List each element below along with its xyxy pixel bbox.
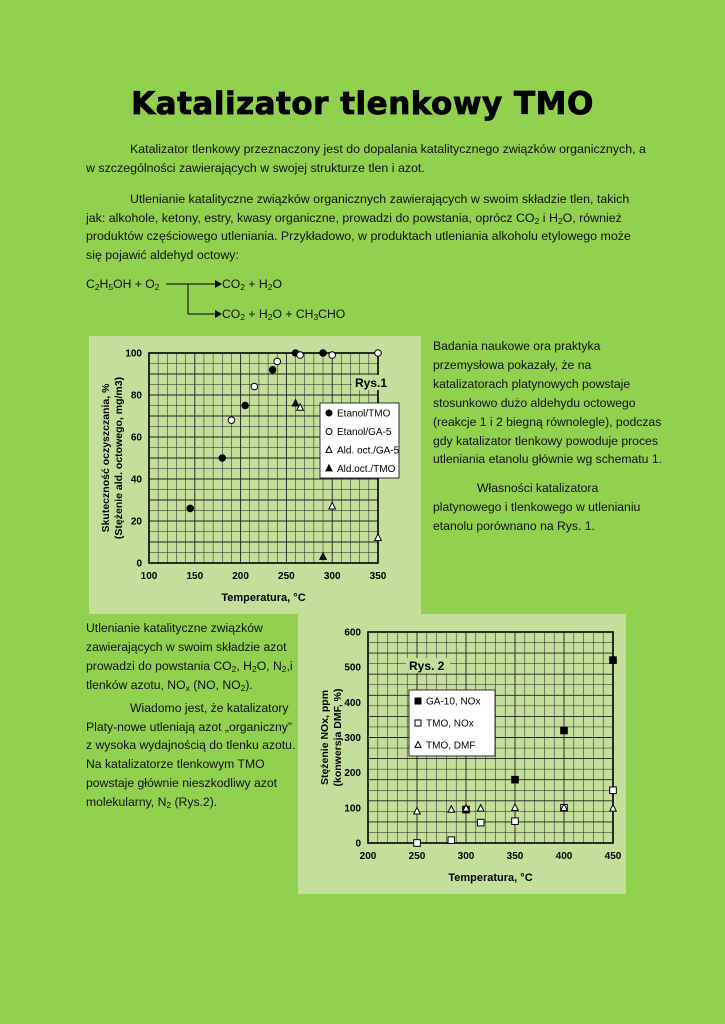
x-tick-label: 100	[140, 571, 158, 582]
legend-label: Etanol/GA-5	[337, 427, 392, 438]
data-point	[242, 402, 249, 409]
data-point	[610, 805, 617, 812]
legend-label: Ald.oct./TMO	[337, 464, 396, 475]
y-tick-label: 400	[344, 697, 361, 709]
right-paragraph-2: Własności katalizatora platynowego i tlenkowego w utlenianiu etanolu porównano na Rys. 1.	[433, 481, 641, 534]
data-point	[228, 417, 235, 424]
data-point	[561, 727, 568, 734]
x-tick-label: 300	[323, 571, 341, 582]
data-point	[512, 776, 519, 783]
data-point	[477, 819, 484, 826]
reaction-arrows	[160, 276, 222, 320]
legend-marker	[326, 429, 332, 435]
legend-marker	[326, 410, 332, 416]
chart-title-group	[406, 658, 450, 673]
legend-marker	[415, 698, 421, 704]
y-tick-label: 600	[344, 627, 361, 639]
reaction-product-2: $CO_2 + H_2O + CH_3CHO$	[222, 307, 346, 322]
x-tick-label: 350	[369, 571, 387, 582]
y-axis-label: Skuteczność oczyszczania, %	[100, 383, 112, 533]
y-tick-label: 200	[344, 768, 361, 780]
left-paragraph-1: Utlenianie katalityczne związków zawierających w swoim składzie azot prowadzi do powstania $CO_2$, $H_2O$, $N_2,i$ tlenków azotu, $NO_x$ (NO, $NO_2$).	[86, 621, 293, 693]
x-tick-label: 150	[186, 571, 204, 582]
chart-title: Rys. 2	[409, 659, 445, 673]
chart-1-panel	[89, 336, 421, 614]
chart-1-svg	[89, 336, 421, 614]
x-axis-label: Temperatura, °C	[221, 592, 306, 604]
data-point	[512, 818, 519, 825]
y-tick-label: 80	[130, 390, 142, 402]
data-point	[448, 837, 455, 844]
legend-label: TMO, DMF	[426, 740, 476, 752]
y-axis-label-2: (Stężenie ald. octowego, mg/m3)	[113, 376, 125, 540]
chart-2-svg	[298, 614, 626, 894]
data-point	[448, 806, 455, 813]
data-point	[375, 350, 382, 357]
x-tick-label: 350	[506, 851, 524, 862]
legend	[320, 403, 400, 478]
data-point	[329, 352, 336, 359]
data-point	[187, 505, 194, 512]
right-paragraph-1: Badania naukowe ora praktyka przemysłowa pokazały, że na katalizatorach platynowych powstaje stosunkowo dużo aldehydu octowego (reakcje 1 i 2 biegną równolegle), podczas gdy katalizator tlenkowy powoduje proces utleniania etanolu głównie wg schematu 1.	[433, 339, 663, 467]
y-tick-label: 40	[130, 474, 142, 486]
data-point	[414, 840, 421, 847]
data-point	[251, 383, 258, 390]
data-point	[297, 352, 304, 359]
data-point	[512, 804, 519, 811]
y-tick-label: 300	[344, 733, 361, 744]
y-tick-label: 60	[130, 432, 142, 444]
data-point	[274, 358, 281, 365]
data-point	[269, 367, 276, 374]
chart-title: Rys.1	[355, 376, 388, 390]
data-point	[477, 805, 484, 812]
y-tick-label: 100	[125, 348, 142, 360]
x-axis-label: Temperatura, °C	[448, 872, 533, 884]
x-tick-label: 200	[232, 571, 249, 582]
intro-paragraph-2: Utlenianie katalityczne związków organicznych zawierających w swoim składzie tlen, takich jak: alkohole, ketony, estry, kwasy organiczne, prowadzi do powstania, oprócz $CO_2$ i $H_2O$, również produktów częściowego utleniania. Przykładowo, w produktach utleniania alkoholu etylowego może się pojawić aldehyd octowy:	[86, 192, 631, 262]
intro-paragraph-1: Katalizator tlenkowy przeznaczony jest do dopalania katalitycznego związków organicznych, a w szczególności zawierających w swojej strukturze tlen i azot.	[86, 142, 646, 175]
legend-label: TMO, NOx	[426, 718, 474, 730]
x-tick-label: 450	[604, 851, 622, 862]
left-text-column	[86, 619, 298, 812]
chart-2-panel	[298, 614, 626, 894]
legend-marker	[415, 720, 421, 726]
x-tick-label: 400	[555, 851, 573, 862]
y-axis-label-2: (konwersja DMF, %)	[332, 688, 344, 787]
chart-title-group	[352, 375, 390, 390]
data-point	[320, 553, 327, 560]
x-tick-label: 250	[278, 571, 295, 582]
data-point	[320, 350, 327, 357]
y-tick-label: 500	[344, 662, 361, 674]
data-point	[414, 807, 421, 814]
y-tick-label: 20	[130, 516, 142, 528]
data-point	[610, 787, 617, 794]
reaction-product-1: $CO_2 + H_2O$	[222, 277, 282, 292]
x-tick-label: 300	[457, 851, 475, 862]
y-tick-label: 100	[344, 803, 361, 815]
data-point	[375, 534, 382, 541]
data-point	[292, 400, 299, 407]
y-tick-label: 0	[136, 558, 142, 570]
data-point	[329, 502, 336, 509]
y-axis-label: Stężenie NOx, ppm	[319, 689, 331, 786]
legend-label: Ald. oct./GA-5	[337, 445, 400, 457]
reaction-reactants: $C_2H_5OH + O_2$	[86, 277, 160, 292]
data-point	[219, 455, 226, 462]
legend-label: Etanol/TMO	[337, 408, 391, 420]
legend	[409, 690, 495, 756]
left-paragraph-2: Wiadomo jest, że katalizatory Platy-nowe utleniają azot „organiczny” z wysoka wydajnością do tlenku azotu. Na katalizatorze tlenkowym TMO powstaje głównie nieszkodliwy azot molekularny, $N_2$ (Rys.2).	[86, 700, 296, 811]
page-title: Katalizator tlenkowy TMO	[131, 86, 594, 122]
y-tick-label: 0	[355, 838, 361, 850]
legend-label: GA-10, NOx	[426, 696, 481, 708]
x-tick-label: 200	[359, 851, 377, 862]
right-text-column	[433, 337, 669, 536]
x-tick-label: 250	[408, 851, 426, 862]
data-point	[610, 657, 617, 664]
